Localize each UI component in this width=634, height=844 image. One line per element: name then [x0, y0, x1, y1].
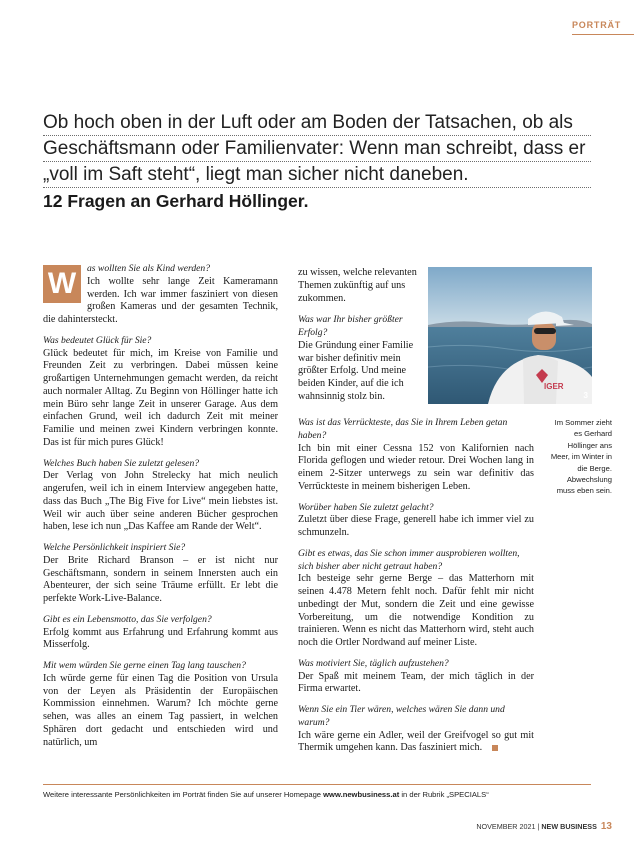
- answer: Die Gründung einer Familie war bisher definitiv mein größter Erfolg. Und meine beiden Kinder, auf die ich wahnsinnig stolz bin.: [298, 339, 414, 402]
- answer: Ich bin mit einer Cessna 152 von Kalifornien nach Florida geflogen und wieder retour. Drei Wochen lang in einem 2-Sitzer unterwegs zu sein war definitiv das Verrückteste in meinem bisherigen Leben.: [298, 442, 534, 492]
- footer-rule: [43, 784, 591, 785]
- qa-block: [298, 502, 534, 540]
- answer: Glück bedeutet für mich, im Kreise von Familie und Freunden Zeit zu verbringen. Dabei müssen keine großartigen Unternehmungen gemacht werden, da reicht auch normaler Alltag. Zu Beginn von Höllinger hatte ich mein Büro sehr lange Zeit in unserer Garage. Aus dem einfachen Grund, weil ich dadurch Zeit mit meiner Familie und meinen zwei Kindern verbringen konnte. Das ist für mich pures Glück!: [43, 347, 278, 448]
- photo-caption: Im Sommer zieht es Gerhard Höllinger ans Meer, im Winter in die Berge. Abwechslung muss eben sein.: [550, 418, 612, 496]
- qa-block: [43, 660, 278, 749]
- section-rule: [572, 34, 634, 35]
- qa-block: [298, 658, 534, 696]
- question: Mit wem würden Sie gerne einen Tag lang tauschen?: [43, 660, 246, 671]
- qa-block: [43, 458, 278, 535]
- qa-block: [43, 263, 278, 327]
- answer: Zuletzt über diese Frage, generell habe ich immer viel zu schmunzeln.: [298, 514, 534, 538]
- page-number: 13: [600, 821, 612, 832]
- question: Worüber haben Sie zuletzt gelacht?: [298, 501, 434, 513]
- question: as wollten Sie als Kind werden?: [87, 263, 211, 274]
- lead-line: „voll im Saft steht“, liegt man sicher nicht daneben.: [43, 162, 591, 188]
- qa-block: [298, 704, 534, 755]
- svg-text:IGER: IGER: [544, 382, 564, 391]
- answer-text: Ich wäre gerne ein Adler, weil der Greifvogel so gut mit Thermik umgehen kann. Das fasziniert mich.: [298, 729, 534, 754]
- qa-block: [43, 542, 278, 606]
- headline: 12 Fragen an Gerhard Höllinger.: [43, 191, 309, 211]
- answer: Ich besteige sehr gerne Berge – das Matterhorn mit seinen 4.478 Metern fehlt noch. Dafür fehlt mir nicht unbedingt der Mut, sondern die Zeit und eine gewisse Vorbereitung, um die notwendige Kondition zu trainieren. Wenn es nicht das Matterhorn wird, steht auch noch die Ortler Nordwand auf meiner Liste.: [298, 573, 534, 648]
- issue-date: NOVEMBER 2021 |: [476, 822, 540, 831]
- answer-continued: zu wissen, welche relevanten Themen zukünftig auf uns zukommen.: [298, 267, 417, 304]
- footer-note-pre: Weitere interessante Persönlichkeiten im Porträt finden Sie auf unserer Homepage: [43, 790, 324, 799]
- question: Was ist das Verrückteste, das Sie in Ihrem Leben getan haben?: [298, 417, 508, 441]
- lead-paragraph: [43, 110, 591, 188]
- question: Wenn Sie ein Tier wären, welches wären Sie dann und warum?: [298, 704, 505, 728]
- lead-line: Geschäftsmann oder Familienvater: Wenn man schreibt, dass er: [43, 136, 591, 162]
- lead-line: Ob hoch oben in der Luft oder am Boden der Tatsachen, ob als: [43, 110, 591, 136]
- qa-block: [43, 335, 278, 450]
- column-middle: [298, 417, 534, 755]
- question: Was bedeutet Glück für Sie?: [43, 334, 152, 346]
- question: Was war Ihr bisher größter Erfolg?: [298, 314, 403, 338]
- website-link[interactable]: www.newbusiness.at: [323, 790, 400, 799]
- question: Welche Persönlichkeit inspiriert Sie?: [43, 542, 186, 553]
- drop-cap: W: [43, 265, 81, 303]
- page-footer: [476, 821, 612, 832]
- end-mark: [492, 745, 498, 751]
- qa-block: [43, 614, 278, 652]
- answer: Erfolg kommt aus Erfahrung und Erfahrung kommt aus Misserfolg.: [43, 626, 278, 651]
- portrait-photo: [428, 267, 592, 404]
- footer-note-post: in der Rubrik „SPECIALS“: [399, 790, 489, 799]
- answer: Ich wollte sehr lange Zeit Kameramann werden. Ich war immer fasziniert von diesen großen Kameras und der gesamten Technik, die dahintersteckt.: [43, 275, 278, 325]
- qa-block: [298, 548, 534, 650]
- section-label: PORTRÄT: [572, 20, 622, 30]
- photo-number: 3: [583, 391, 588, 400]
- question: Was motiviert Sie, täglich aufzustehen?: [298, 657, 449, 669]
- answer: Der Verlag von John Strelecky hat mich neulich angerufen, weil ich in einem Interview angegeben hatte, dass das Buch „The Big Five for Live“ mein liebstes ist. Weil wir auch über seine anderen Bücher gesprochen haben, lese ich nun „Das Kaffee am Rande der Welt“.: [43, 470, 278, 533]
- question: Gibt es ein Lebensmotto, das Sie verfolgen?: [43, 613, 212, 625]
- question: Welches Buch haben Sie zuletzt gelesen?: [43, 457, 200, 469]
- answer: [298, 730, 534, 756]
- photo-illustration: [428, 267, 592, 404]
- answer: Ich würde gerne für einen Tag die Position von Ursula von der Leyen als Präsidentin der Europäischen Kommission einnehmen. Warum? Ich möchte gerne sehen, was alles an einem Tag passiert, in welchen Sphären dort gedacht und entschieden wird und natürlich, um: [43, 672, 278, 748]
- column-left: [43, 263, 278, 749]
- footer-note: [43, 790, 603, 799]
- answer: Der Spaß mit meinem Team, der mich täglich in der Firma erwartet.: [298, 670, 534, 695]
- answer: Der Brite Richard Branson – er ist nicht nur Geschäftsmann, sondern in seinem Innersten auch ein Abenteurer, der sich seine Träume erfüllt. Er lebt die perfekte Work-Live-Balance.: [43, 554, 278, 604]
- brand-name: NEW BUSINESS: [541, 822, 597, 831]
- qa-block: [298, 417, 534, 494]
- question: Gibt es etwas, das Sie schon immer ausprobieren wollten, sich bisher aber nicht getraut haben?: [298, 547, 520, 572]
- column-middle-top: [298, 267, 420, 404]
